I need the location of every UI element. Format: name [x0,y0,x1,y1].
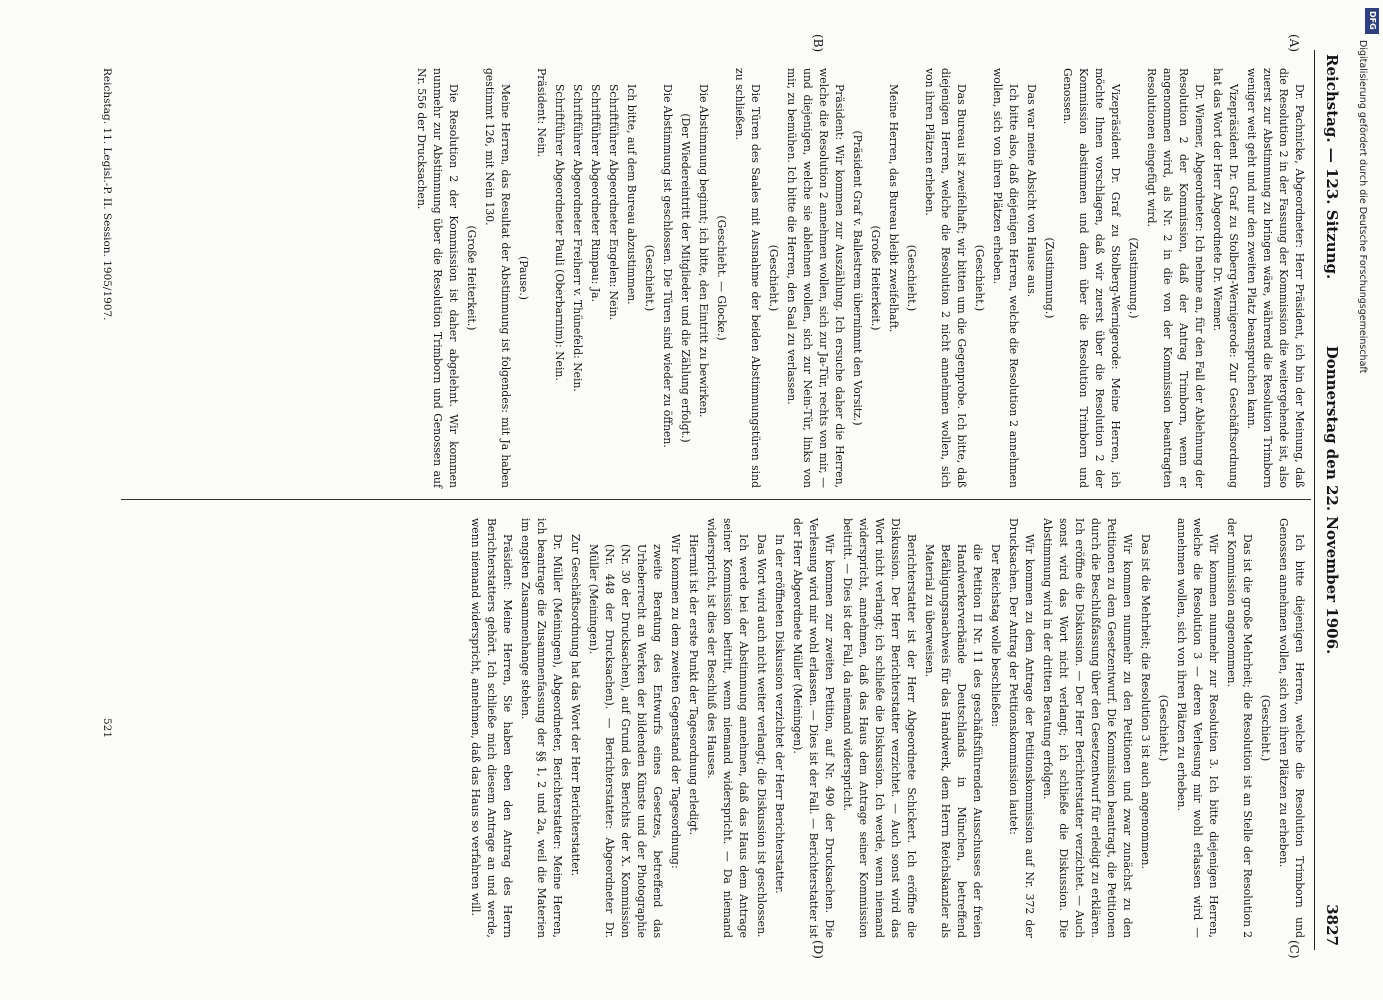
note-geschieht-4: (Geschieht.) [643,244,656,312]
para-petitionen: Wir kommen nunmehr zu den Petitionen und zwar zunächst zu den Petitionen zu dem Gesetzentwurf. Die Kommission beantragt, die Petitionen durch die Beschlußfassung über den Gesetzentwurf für erledigt zu erklären. Ich eröffne die Diskussion. — Der Herr Berichterstatter verzichtet. — Auch sonst wird das Wort nicht verlangt; ich schließe die Diskussion. Die Abstimmung wird in der dritten Beratung erfolgen. [1041,518,1134,938]
para-vp-stolberg-1: Vizepräsident Dr. Graf zu Stolberg-Wernigerode: Zur Geschäftsordnung hat das Wort der Herr Abgeordnete Dr. Wiemer. [1211,68,1240,488]
left-column [411,68,1307,488]
para-antrag-372: Wir kommen zu dem Antrage der Petitionskommission auf Nr. 372 der Drucksachen. Der Antrag der Petitionskommission lautet: [1007,518,1036,938]
para-praesident-auszaehlung: Präsident: Wir kommen zur Auszählung. Ich ersuche daher die Herren, welche die Resolution 2 annehmen wollen, sich zur Ja-Tür, rechts von mir, — und diejenigen, welche sie ablehnen wollen, sich zur Nein-Tür, links von mir, zu bemühen. Ich bitte die Herren, den Saal zu verlassen. [785,68,846,488]
para-engelen: Schriftführer Abgeordneter Engelen: Nein. [607,84,620,321]
para-thuenefeld: Schriftführer Abgeordneter Freiherr v. Thünefeld: Nein. [571,84,584,392]
footer-session: Reichstag. 11. Legisl.-P. II. Session. 1905/1907. [101,68,113,321]
note-zustimmung-1: (Zustimmung.) [1127,237,1140,319]
para-praesident-nein: Präsident: Nein. [535,68,548,158]
margin-marker-c: (C) [1287,940,1301,959]
para-abgelehnt: Die Resolution 2 der Kommission ist daher abgelehnt. Wir kommen nunmehr zur Abstimmung über die Resolution Trimborn und Genossen auf Nr. 556 der Drucksachen. [415,68,460,488]
para-packnicke: Dr. Pachnicke, Abgeordneter: Herr Präsident, ich bin der Meinung, daß die Resolution 2 in der Fassung der Kommission die weitergehende ist, also zuerst zur Abstimmung zu bringen wäre, während die Resolution Trimborn weniger weit geht und nur den zweiten Platz beanspruchen kann. [1245,68,1306,488]
para-resultat: Meine Herren, das Resultat der Abstimmung ist folgendes: mit Ja haben gestimmt 126, mit Nein 130. [483,68,512,488]
dfg-logo: DFG [1365,8,1379,34]
page-header [1317,50,1345,950]
para-diskussion-geschlossen: Das Wort wird auch nicht weiter verlangt; die Diskussion ist geschlossen. [755,534,768,938]
para-trimborn-erheben: Ich bitte diejenigen Herren, welche die Resolution Trimborn und Genossen annehmen wollen, sich von ihren Plätzen zu erheben. [1277,518,1306,938]
para-abstimmung-beginnt: Die Abstimmung beginnt; ich bitte, den Eintritt zu bewirken. [697,84,710,418]
para-absicht: Das war meine Absicht von Hause aus. [1025,84,1038,298]
note-geschieht-6: (Geschieht.) [1157,694,1170,762]
margin-marker-b: (B) [811,34,825,53]
para-zweite-beratung: zweite Beratung des Entwurfs eines Gesetzes, betreffend das Urheberrecht an Werken der bildenden Künste und der Photographie (Nr. 30 der Drucksachen), auf Grund des Berichts der X. Kommission (Nr. 448 der Drucksachen). — Berichterstatter: Abgeordneter Dr. Müller (Meiningen). [587,544,664,938]
para-rimpau: Schriftführer Abgeordneter Rimpau: Ja. [589,84,602,303]
para-verzichtet: In der eröffneten Diskussion verzichtet der Herr Berichterstatter. [773,534,786,894]
header-date: Donnerstag den 22. November 1906. [1323,345,1341,655]
page-number: 3827 [1323,904,1341,946]
note-zustimmung-2: (Zustimmung.) [1043,237,1056,319]
note-glocke: (Geschieht. — Glocke.) [715,215,728,341]
para-haus-beitritt: Ich werde bei der Abstimmung annehmen, daß das Haus dem Antrage seiner Kommission beitritt, wenn niemand widerspricht. — Da niemand widerspricht, ist dies der Beschluß des Hauses. [705,518,750,938]
note-geschieht-5: (Geschieht.) [1259,694,1272,762]
digitization-credit: Digitalisierung gefördert durch die Deutsche Forschungsgemeinschaft [1357,40,1368,374]
margin-marker-d: (D) [811,940,825,959]
para-mueller-rede: Dr. Müller (Meiningen), Abgeordneter, Berichterstatter: Meine Herren, ich beantrage die Zusammenfassung der §§ 1, 2 und 2a, weil die Materien im engsten Zusammenhange stehen. [519,518,564,938]
column-divider [121,499,1311,500]
para-mehrheit-2: Das ist die Mehrheit; die Resolution 3 ist auch angenommen. [1139,534,1152,869]
note-wiedereintritt: (Der Wiedereintritt der Mitglieder und die Zählung erfolgt.) [679,113,692,443]
rotated-document-page [55,34,1345,959]
margin-marker-a: (A) [1287,34,1301,53]
para-pauli: Schriftführer Abgeordneter Pauli (Oberbarnim): Nein. [553,84,566,381]
note-heiterkeit-1: (Große Heiterkeit.) [869,225,882,331]
para-zweiter-gegenstand: Wir kommen zu dem zweiten Gegenstand der Tagesordnung: [669,534,682,869]
note-geschieht-3: (Geschieht.) [767,244,780,312]
para-berichterstatter-schickert: Berichterstatter ist der Herr Abgeordnete Schickert. Ich eröffne die Diskussion. Der Herr Berichterstatter verzichtet. — Auch sonst wird das Wort nicht verlangt; ich schließe die Diskussion. Ich werde, wenn niemand widerspricht, annehmen, daß das Haus dem Antrage seiner Kommission beitritt. — Dies ist der Fall, da niemand widerspricht. [841,518,918,938]
note-heiterkeit-2: (Große Heiterkeit.) [465,225,478,331]
para-geschaeftsordnung-mueller: Zur Geschäftsordnung hat das Wort der Herr Berichterstatter. [569,534,582,877]
para-bureau-zweifelhaft: Das Bureau ist zweifelhaft; wir bitten um die Gegenprobe. Ich bitte, daß diejenigen Herren, welche die Resolution 2 nicht annehmen wollen, sich von ihren Plätzen erheben. [923,68,968,488]
note-ballestrem: (Präsident Graf v. Ballestrem übernimmt den Vorsitz.) [851,130,864,426]
para-wiemer: Dr. Wiemer, Abgeordneter: Ich nehme an, für den Fall der Ablehnung der Resolution 2 der Kommission, daß der Antrag Trimborn, wenn er angenommen wird, als Nr. 2 in die von der Kommission beantragten Resolutionen eingefügt wird. [1145,68,1206,488]
para-praesident-schluss: Präsident: Meine Herren, Sie haben eben den Antrag des Herrn Berichterstatters gehört. Ich schließe mich diesem Antrage an und werde, wenn niemand widerspricht, annehmen, daß das Haus so verfahren will. [469,518,514,938]
right-column [465,518,1307,938]
header-rule [1314,50,1315,950]
para-geschlossen: Die Abstimmung ist geschlossen. Die Türen sind wieder zu öffnen. [661,84,674,448]
para-resolution-3: Wir kommen nunmehr zur Resolution 3. Ich bitte diejenigen Herren, welche die Resolution 3 — deren Verlesung mir wohl erlassen wird — annehmen wollen, sich von ihren Plätzen zu erheben. [1175,518,1220,938]
para-petition-490: Wir kommen zur zweiten Petition, auf Nr. 490 der Drucksachen. Die Verlesung wird mir wohl erlassen. — Dies ist der Fall. — Berichterstatter ist der Herr Abgeordnete Müller (Meiningen). [791,518,836,938]
para-mehrheit-1: Das ist die große Mehrheit; die Resolution ist an Stelle der Resolution 2 der Kommission angenommen. [1225,518,1254,938]
para-bitte: Ich bitte also, daß diejenigen Herren, welche die Resolution 2 annehmen wollen, sich von ihren Plätzen erheben. [991,68,1020,488]
para-bureau-bleibt: Meine Herren, das Bureau bleibt zweifelhaft. [887,84,900,333]
note-geschieht-2: (Geschieht.) [905,244,918,312]
para-petition-ii: die Petition II Nr. 11 des geschäftsführenden Ausschusses der freien Handwerkerverbände Deutschlands in München, betreffend Befähigungsnachweis für das Handwerk, dem Herrn Reichskanzler als Material zu überweisen. [923,544,984,938]
footer-sheet-number: 521 [101,717,113,739]
note-geschieht-1: (Geschieht.) [973,244,986,312]
note-pause: (Pause.) [517,256,530,300]
para-tueren: Die Türen des Saales mit Ausnahme der beiden Abstimmungstüren sind zu schließen. [733,68,762,488]
header-left: Reichstag. — 123. Sitzung. [1323,54,1341,280]
para-tagesordnung-erledigt: Hiermit ist der erste Punkt der Tagesordnung erledigt. [687,534,700,836]
para-reichstag-wolle: Der Reichstag wolle beschließen: [989,544,1002,728]
para-bureau-abstimmen: Ich bitte, auf dem Bureau abzustimmen. [625,84,638,305]
para-vp-stolberg-2: Vizepräsident Dr. Graf zu Stolberg-Wernigerode: Meine Herren, ich möchte Ihnen vorschlagen, daß wir zuerst über die Resolution 2 der Kommission abstimmen und dann über die Resolution Trimborn und Genossen. [1061,68,1122,488]
